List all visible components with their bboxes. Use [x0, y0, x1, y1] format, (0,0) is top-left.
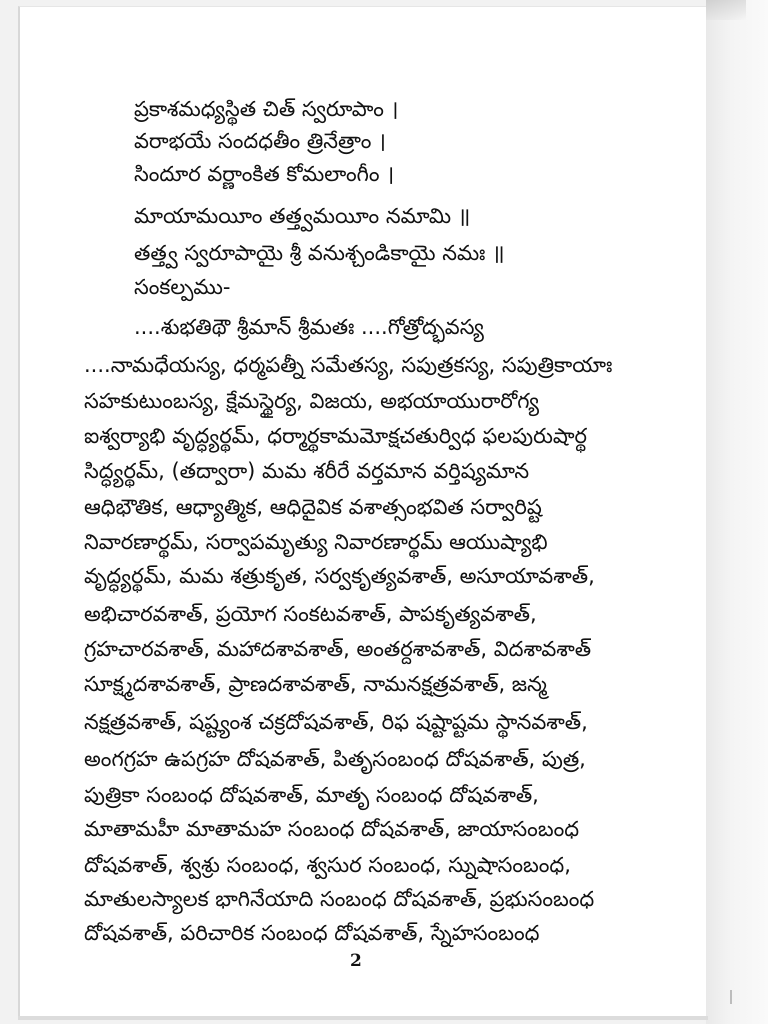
prose-line: ....నామధేయస్య, ధర్మపత్నీ సమేతస్య, సపుత్రకస్య, సపుత్రికాయాః [84, 353, 613, 377]
prose-line: మాతులస్యాలక భాగినేయాది సంబంధ దోషవశాత్, ప్రభుసంబంధ [84, 887, 595, 911]
section-heading: సంకల్పము- [134, 275, 231, 299]
prose-line: దోషవశాత్, శ్వశ్రు సంబంధ, శ్వసుర సంబంధ, స్నుషాసంబంధ, [84, 853, 571, 877]
page-right-shadow [706, 0, 768, 1024]
prose-line: నక్షత్రవశాత్, షష్ట్యంశ చక్రదోషవశాత్, రిఫ షష్టాష్టమ స్థానవశాత్, [84, 710, 588, 734]
prose-line: పుత్రికా సంబంధ దోషవశాత్, మాతృ సంబంధ దోషవశాత్, [84, 783, 539, 807]
verse-line: సిందూర వర్ణాంకిత కోమలాంగీం । [134, 162, 395, 186]
scan-speck [730, 990, 732, 1004]
prose-line: అంగగ్రహ ఉపగ్రహ దోషవశాత్, పితృసంబంధ దోషవశాత్, పుత్ర, [84, 747, 586, 771]
prose-line: సిద్ధ్యర్థమ్, (తద్వారా) మమ శరీరే వర్తమాన వర్తిష్యమాన [84, 459, 530, 483]
prose-line: ఐశ్వర్యాభి వృద్ధ్యర్థమ్, ధర్మార్థకామమోక్షచతుర్విధ ఫలపురుషార్థ [84, 424, 587, 448]
page-fold-mark [706, 0, 746, 20]
verse-line: మాయామయీం తత్త్వమయీం నమామి ॥ [134, 204, 471, 228]
prose-line: ఆధిభౌతిక, ఆధ్యాత్మిక, ఆధిదైవిక వశాత్సంభవిత సర్వారిష్ట [84, 495, 542, 519]
prose-line: ....శుభతిథౌ శ్రీమాన్ శ్రీమతః ....గోత్రోద్భవస్య [134, 315, 484, 339]
verse-line: తత్త్వ స్వరూపాయై శ్రీ వనుశ్చండికాయై నమః ॥ [134, 241, 505, 265]
prose-line: అభిచారవశాత్, ప్రయోగ సంకటవశాత్, పాపకృత్యవశాత్, [84, 602, 537, 626]
prose-line: వృద్ధ్యర్థమ్, మమ శత్రుకృత, సర్వకృత్యవశాత్, అసూయావశాత్, [84, 564, 595, 588]
prose-line: దోషవశాత్, పరిచారిక సంబంధ దోషవశాత్, స్నేహసంబంధ [84, 921, 540, 945]
prose-line: గ్రహచారవశాత్, మహాదశావశాత్, అంతర్దశావశాత్, విదశావశాత్ [84, 637, 592, 661]
page-bottom-edge [18, 1016, 708, 1020]
verse-line: ప్రకాశమధ్యస్థిత చిత్ స్వరూపాం । [134, 97, 399, 121]
page-number: 2 [350, 951, 362, 971]
prose-line: సూక్ష్మదశావశాత్, ప్రాణదశావశాత్, నామనక్షత్రవశాత్, జన్మ [84, 672, 547, 696]
prose-line: సహకుటుంబస్య, క్షేమస్థైర్య, విజయ, అభయాయురారోగ్య [84, 389, 540, 413]
verse-line: వరాభయే సందధతీం త్రినేత్రాం । [134, 129, 386, 153]
document-page [18, 6, 706, 1018]
prose-line: మాతామహీ మాతామహ సంబంధ దోషవశాత్, జాయాసంబంధ [84, 817, 580, 841]
prose-line: నివారణార్థమ్, సర్వాపమృత్యు నివారణార్థమ్ ఆయుష్యాభి [84, 530, 548, 554]
